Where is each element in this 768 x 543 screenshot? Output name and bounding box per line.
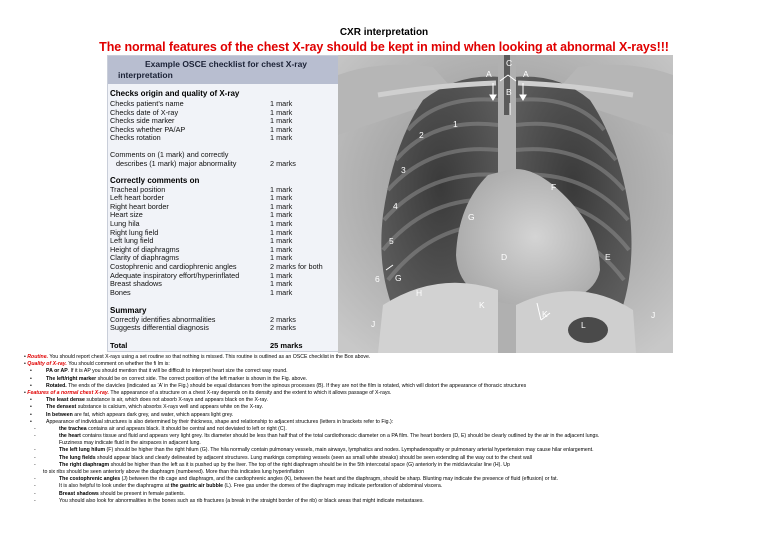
note-appearance: • Appearance of individual structures is also determined by their thickness, shape and relationship to adjacent structures (letters in brackets refer to Fig.):	[30, 418, 394, 425]
xray-label-b: B	[506, 87, 512, 97]
note-heart-cont: Fuzziness may indicate fluid in the airspaces in adjacent lung.	[59, 440, 201, 447]
note-lung-fields: - The lung fields should appear black and clearly delineated by adjacent structures. Lung markings comprising vessels (seen as small white streaks) should be seen extending all the way out to the chest wall	[34, 454, 532, 461]
xray-label-l: L	[581, 320, 586, 330]
note-features: • Features of a normal chest X-ray. The appearance of a structure on a chest X-ray depends on its density and the extent to which it allows passage of X-rays.	[24, 389, 392, 396]
xray-label-g2: G	[395, 273, 402, 283]
checklist-row: Tracheal position 1 mark	[110, 184, 293, 194]
xray-label-1: 1	[453, 119, 458, 129]
checklist-row: Right lung field 1 mark	[110, 227, 293, 237]
note-trachea: - the trachea contains air and appears black. It should be central and not deviated to left or right (C).	[34, 425, 287, 432]
note-routine: • Routine. You should report chest X-rays using a set routine so that nothing is missed. This routine is outlined as an OSCE checklist in the Box above.	[24, 354, 371, 360]
xray-label-k2: K	[542, 309, 548, 319]
checklist-row: Heart size 1 mark	[110, 210, 293, 220]
note-pa-ap: • PA or AP. If it is AP you should mention that it will be difficult to interpret heart size the correct way round.	[30, 368, 288, 375]
xray-label-g: G	[468, 212, 475, 222]
section-summary-title: Summary	[110, 306, 147, 315]
osce-checklist-box	[107, 55, 339, 352]
checklist-row: Bones 1 mark	[110, 287, 293, 297]
checklist-header-line1: Example OSCE checklist for chest X-ray	[145, 59, 308, 69]
checklist-row: Costophrenic and cardiophrenic angles 2 marks for both	[110, 261, 323, 271]
note-gastric-bubble: - It is also helpful to look under the diaphragms at the gastric air bubble (L). Free gas under the domes of the diaphragm may indicate perforation of abdominal viscera.	[34, 483, 443, 490]
note-densest: • The densest substance is calcium, which absorbs X-rays well and appears white on the X-ray.	[30, 404, 264, 411]
note-in-between: • In between are fat, which appears dark grey, and water, which appears light grey.	[30, 411, 234, 418]
checklist-row: Correctly identifies abnormalities 2 marks	[110, 314, 296, 324]
checklist-row: Breast shadows 1 mark	[110, 279, 293, 289]
xray-label-f: F	[551, 182, 557, 192]
checklist-row: Checks patient’s name 1 mark	[110, 99, 293, 108]
xray-label-6: 6	[375, 274, 380, 284]
note-rotated: • Rotated. The ends of the clavicles (indicated as ‘A’ in the Fig.) should be equal distances from the spinous processes (B). If they are not the film is rotated, which will distort the appearance of thoracic structures	[30, 382, 527, 389]
xray-label-a-right: A	[523, 69, 529, 79]
checklist-row: Height of diaphragms 1 mark	[110, 244, 293, 254]
note-marker: • The left/right marker should be on correct side. The correct position of the left marker is shown in the Fig. above.	[30, 375, 308, 382]
checklist-total: Total 25 marks	[110, 341, 303, 350]
note-diaphragm-cont: to six ribs should be seen anteriorly above the diaphragm (numbered). More than this indicates lung hyperinflation	[43, 469, 304, 475]
xray-label-2: 2	[419, 130, 424, 140]
note-breast: - Breast shadows should be present in female patients.	[34, 490, 186, 497]
checklist-header	[108, 56, 338, 84]
xray-label-h: H	[416, 288, 423, 298]
note-hilum: - The left lung hilum (F) should be higher than the right hilum (G). The hila normally contain pulmonary vessels, main airways, lymphatics and nodes. Lymphadenopathy or pulmonary arterial hypertension may cause hilar enlargement.	[34, 447, 594, 454]
checklist-header-line2: interpretation	[118, 70, 173, 80]
section-origin-quality-title: Checks origin and quality of X-ray	[110, 89, 240, 98]
xray-label-c: C	[506, 58, 513, 68]
checklist-row: Left heart border 1 mark	[110, 193, 293, 203]
note-bones: - You should also look for abnormalities in the bones such as rib fractures (a break in the straight border of the rib) or black areas that might indicate metastases.	[34, 497, 424, 504]
note-least-dense: • The least dense substance is air, which does not absorb X-rays and appears black on the X-ray.	[30, 397, 268, 404]
checklist-row: Checks whether PA/AP 1 mark	[110, 124, 293, 134]
checklist-row: Checks date of X-ray 1 mark	[110, 107, 293, 117]
xray-label-k: K	[479, 300, 485, 310]
comments-row-2: describes (1 mark) major abnormality 2 marks	[116, 158, 296, 168]
note-quality: • Quality of X-ray. You should comment on whether the fi lm is:	[24, 361, 170, 368]
page-subtitle: The normal features of the chest X-ray should be kept in mind when looking at abnormal X-rays!!!	[99, 40, 669, 54]
xray-label-3: 3	[401, 165, 406, 175]
checklist-row: Suggests differential diagnosis 2 marks	[110, 323, 296, 333]
chest-xray-drawing	[338, 55, 673, 353]
note-angles: - The costophrenic angles (J) between the rib cage and diaphragm, and the cardiophrenic angles (K), between the heart and the diaphragm, should be sharp. Blunting may indicate the presence of fluid (effusion) or fat.	[34, 476, 559, 483]
xray-label-d: D	[501, 252, 508, 262]
note-heart: - the heart contains tissue and fluid and appears very light grey. Its diameter should be less than half that of the total cardiothoracic diameter on a PA film. The heart borders (D, E) should be clearly outlined by the air in the adjacent lungs.	[34, 433, 600, 440]
page-title: CXR interpretation	[339, 27, 429, 38]
chest-xray-image	[338, 55, 673, 353]
checklist-row: Right heart border 1 mark	[110, 201, 293, 211]
checklist-row: Left lung field 1 mark	[110, 236, 293, 246]
checklist-row: Checks side marker 1 mark	[110, 116, 293, 126]
xray-label-a-left: A	[486, 69, 492, 79]
section-correctly-comments-title: Correctly comments on	[110, 176, 200, 185]
note-diaphragm: - The right diaphragm should be higher than the left as it is pushed up by the liver. The top of the right diaphragm should be in the 5th intercostal space (G) anteriorly in the midclavicular line (H). Up	[34, 461, 510, 468]
notes-section	[24, 354, 764, 505]
xray-label-5: 5	[389, 236, 394, 246]
checklist-row: Checks rotation 1 mark	[110, 133, 293, 143]
checklist-row: Lung hila 1 mark	[110, 218, 293, 228]
xray-label-j-left: J	[371, 319, 376, 329]
xray-label-e: E	[605, 252, 611, 262]
checklist-row: Adequate inspiratory effort/hyperinflated 1 mark	[110, 270, 293, 280]
checklist-row: Clarity of diaphragms 1 mark	[110, 253, 293, 263]
xray-label-j-right: J	[651, 310, 656, 320]
comments-row-1: Comments on (1 mark) and correctly	[110, 150, 229, 159]
xray-label-4: 4	[393, 201, 398, 211]
